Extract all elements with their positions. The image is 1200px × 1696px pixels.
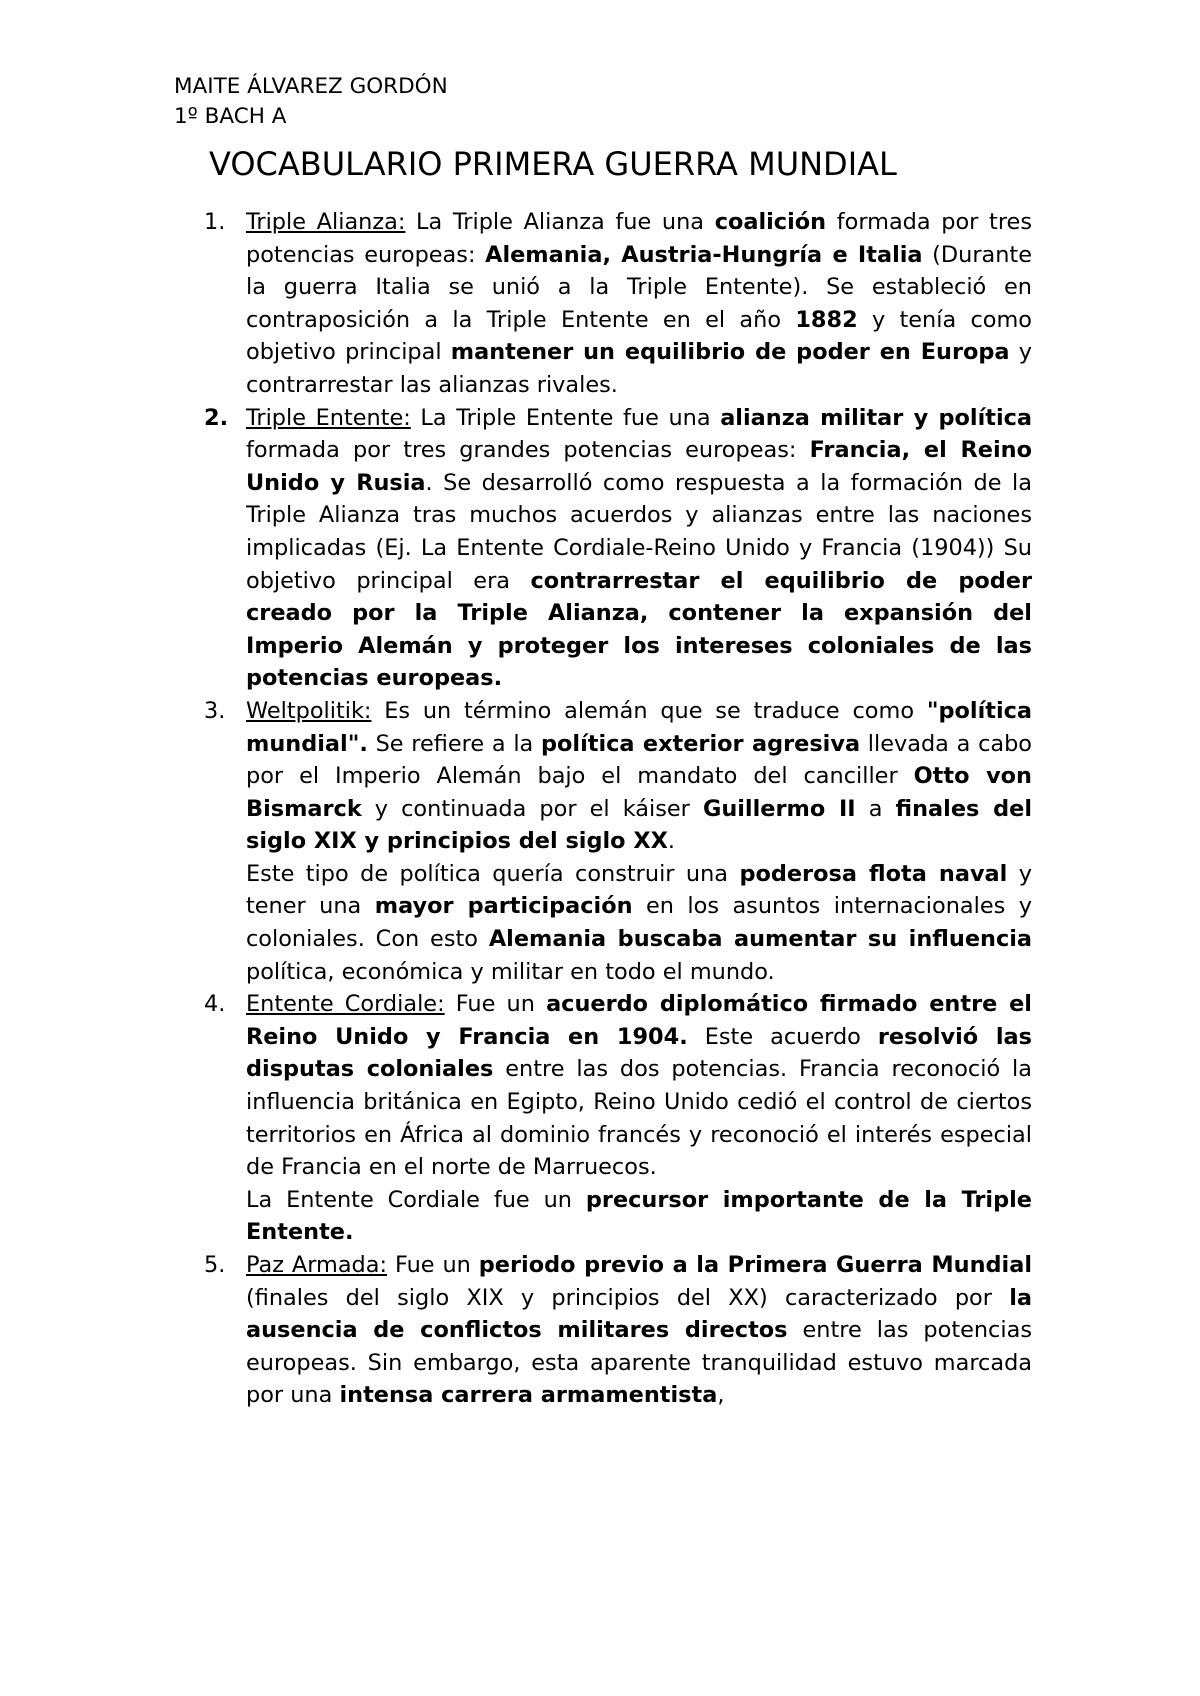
bold-text: la ausencia de conflictos militares directos [246,1284,1032,1344]
text-run: política, económica y militar en todo el mundo. [246,958,775,985]
vocabulary-list [204,206,1033,1412]
text-run: . Se desarrolló como respuesta a la formación de la Triple Alianza tras muchos acuerdos y alianzas entre las naciones implicadas (Ej. La Entente Cordiale-Reino Unido y Francia (1904)) Su objetivo principal era [246,469,1033,594]
text-run: y tener una [246,860,1032,920]
item-number: 1. [204,209,226,235]
bold-text: Francia, el Reino Unido y Rusia [246,437,1032,496]
text-run: Este acuerdo [687,1023,878,1050]
text-run: (Durante la guerra Italia se unió a la Triple Entente). Se estableció en contraposición a la Triple Entente en el año [246,241,1032,333]
list-item [204,206,1033,402]
text-run: Fue un [387,1252,479,1278]
bold-text: Alemania, Austria-Hungría e Italia [485,241,923,268]
list-item [204,988,1032,1249]
list-item [204,1249,1032,1412]
list-item [204,402,1033,695]
text-run: Se refiere a la [367,730,541,757]
bold-text: finales del siglo XIX y principios del siglo XX [246,795,1032,855]
author-name: MAITE ÁLVAREZ GORDÓN [174,74,448,99]
item-paragraph [246,695,1032,858]
item-term: Triple Alianza: [246,209,406,235]
class-label: 1º BACH A [174,104,287,129]
bold-text: resolvió las disputas coloniales [246,1023,1032,1083]
item-paragraph [246,858,1032,988]
text-run: Es un término alemán que se traduce como [371,697,927,724]
text-run: formada por tres grandes potencias europeas: [246,437,810,464]
document-header [174,72,448,132]
text-run: Fue un [444,991,547,1018]
bold-text: alianza militar y política [720,404,1032,431]
item-number: 2. [204,404,229,431]
text-run: formada por tres potencias europeas: [246,209,1032,268]
item-term: Paz Armada: [246,1252,388,1278]
bold-text: Otto von Bismarck [246,763,1032,822]
bold-text: contrarrestar el equilibrio de poder creado por la Triple Alianza, contener la expansión del Imperio Alemán y proteger los intereses coloniales de las potencias europeas. [246,567,1032,692]
item-paragraph [246,1249,1032,1412]
text-run: (finales del siglo XIX y principios del XX) caracterizado por [246,1284,1010,1311]
bold-text: Guillermo II [702,795,856,822]
bold-text: "política mundial". [246,697,1032,757]
text-run: y tenía como objetivo principal [246,306,1032,366]
text-run: , [717,1382,725,1409]
bold-text: mayor participación [374,893,633,920]
item-number: 5. [204,1252,226,1278]
item-number: 4. [204,991,226,1018]
list-item [204,695,1033,988]
text-run: llevada a cabo por el Imperio Alemán bajo el mandato del canciller [246,730,1033,790]
bold-text: periodo previo a la Primera Guerra Mundial [478,1252,1032,1278]
bold-text: intensa carrera armamentista [339,1382,718,1409]
item-paragraph [246,1184,1032,1249]
item-term: Weltpolitik: [246,697,372,724]
bold-text: acuerdo diplomático firmado entre el Reino Unido y Francia en 1904. [246,991,1032,1050]
bold-text: 1882 [795,306,858,333]
bold-text: coalición [714,209,827,235]
text-run: La Triple Alianza fue una [405,209,715,235]
text-run: y continuada por el káiser [361,795,703,822]
bold-text: política exterior agresiva [541,730,861,757]
text-run: La Entente Cordiale fue un [246,1186,586,1213]
text-run: entre las potencias europeas. Sin embargo, esta aparente tranquilidad estuvo marcada por una [246,1317,1032,1409]
document-title: VOCABULARIO PRIMERA GUERRA MUNDIAL [209,145,897,183]
item-number: 3. [204,697,226,724]
item-paragraph [246,402,1032,695]
item-term: Triple Entente: [246,404,411,431]
item-paragraph [246,988,1032,1184]
item-paragraph [246,206,1032,402]
text-run: y contrarrestar las alianzas rivales. [246,339,1033,398]
bold-text: poderosa flota naval [739,860,1008,887]
bold-text: mantener un equilibrio de poder en Europa [450,339,1010,366]
text-run: . [667,828,675,855]
item-term: Entente Cordiale: [246,991,445,1018]
bold-text: Alemania buscaba aumentar su influencia [488,926,1033,953]
text-run: Este tipo de política quería construir una [246,860,740,887]
bold-text: precursor importante de la Triple Entente. [246,1186,1032,1246]
text-run: La Triple Entente fue una [410,404,721,431]
text-run: a [855,795,896,822]
text-run: en los asuntos internacionales y coloniales. Con esto [246,893,1032,953]
text-run: entre las dos potencias. Francia reconoció la influencia británica en Egipto, Reino Unido cedió el control de ciertos territorios en África al dominio francés y reconoció el interés especial de Francia en el norte de Marruecos. [246,1056,1032,1181]
